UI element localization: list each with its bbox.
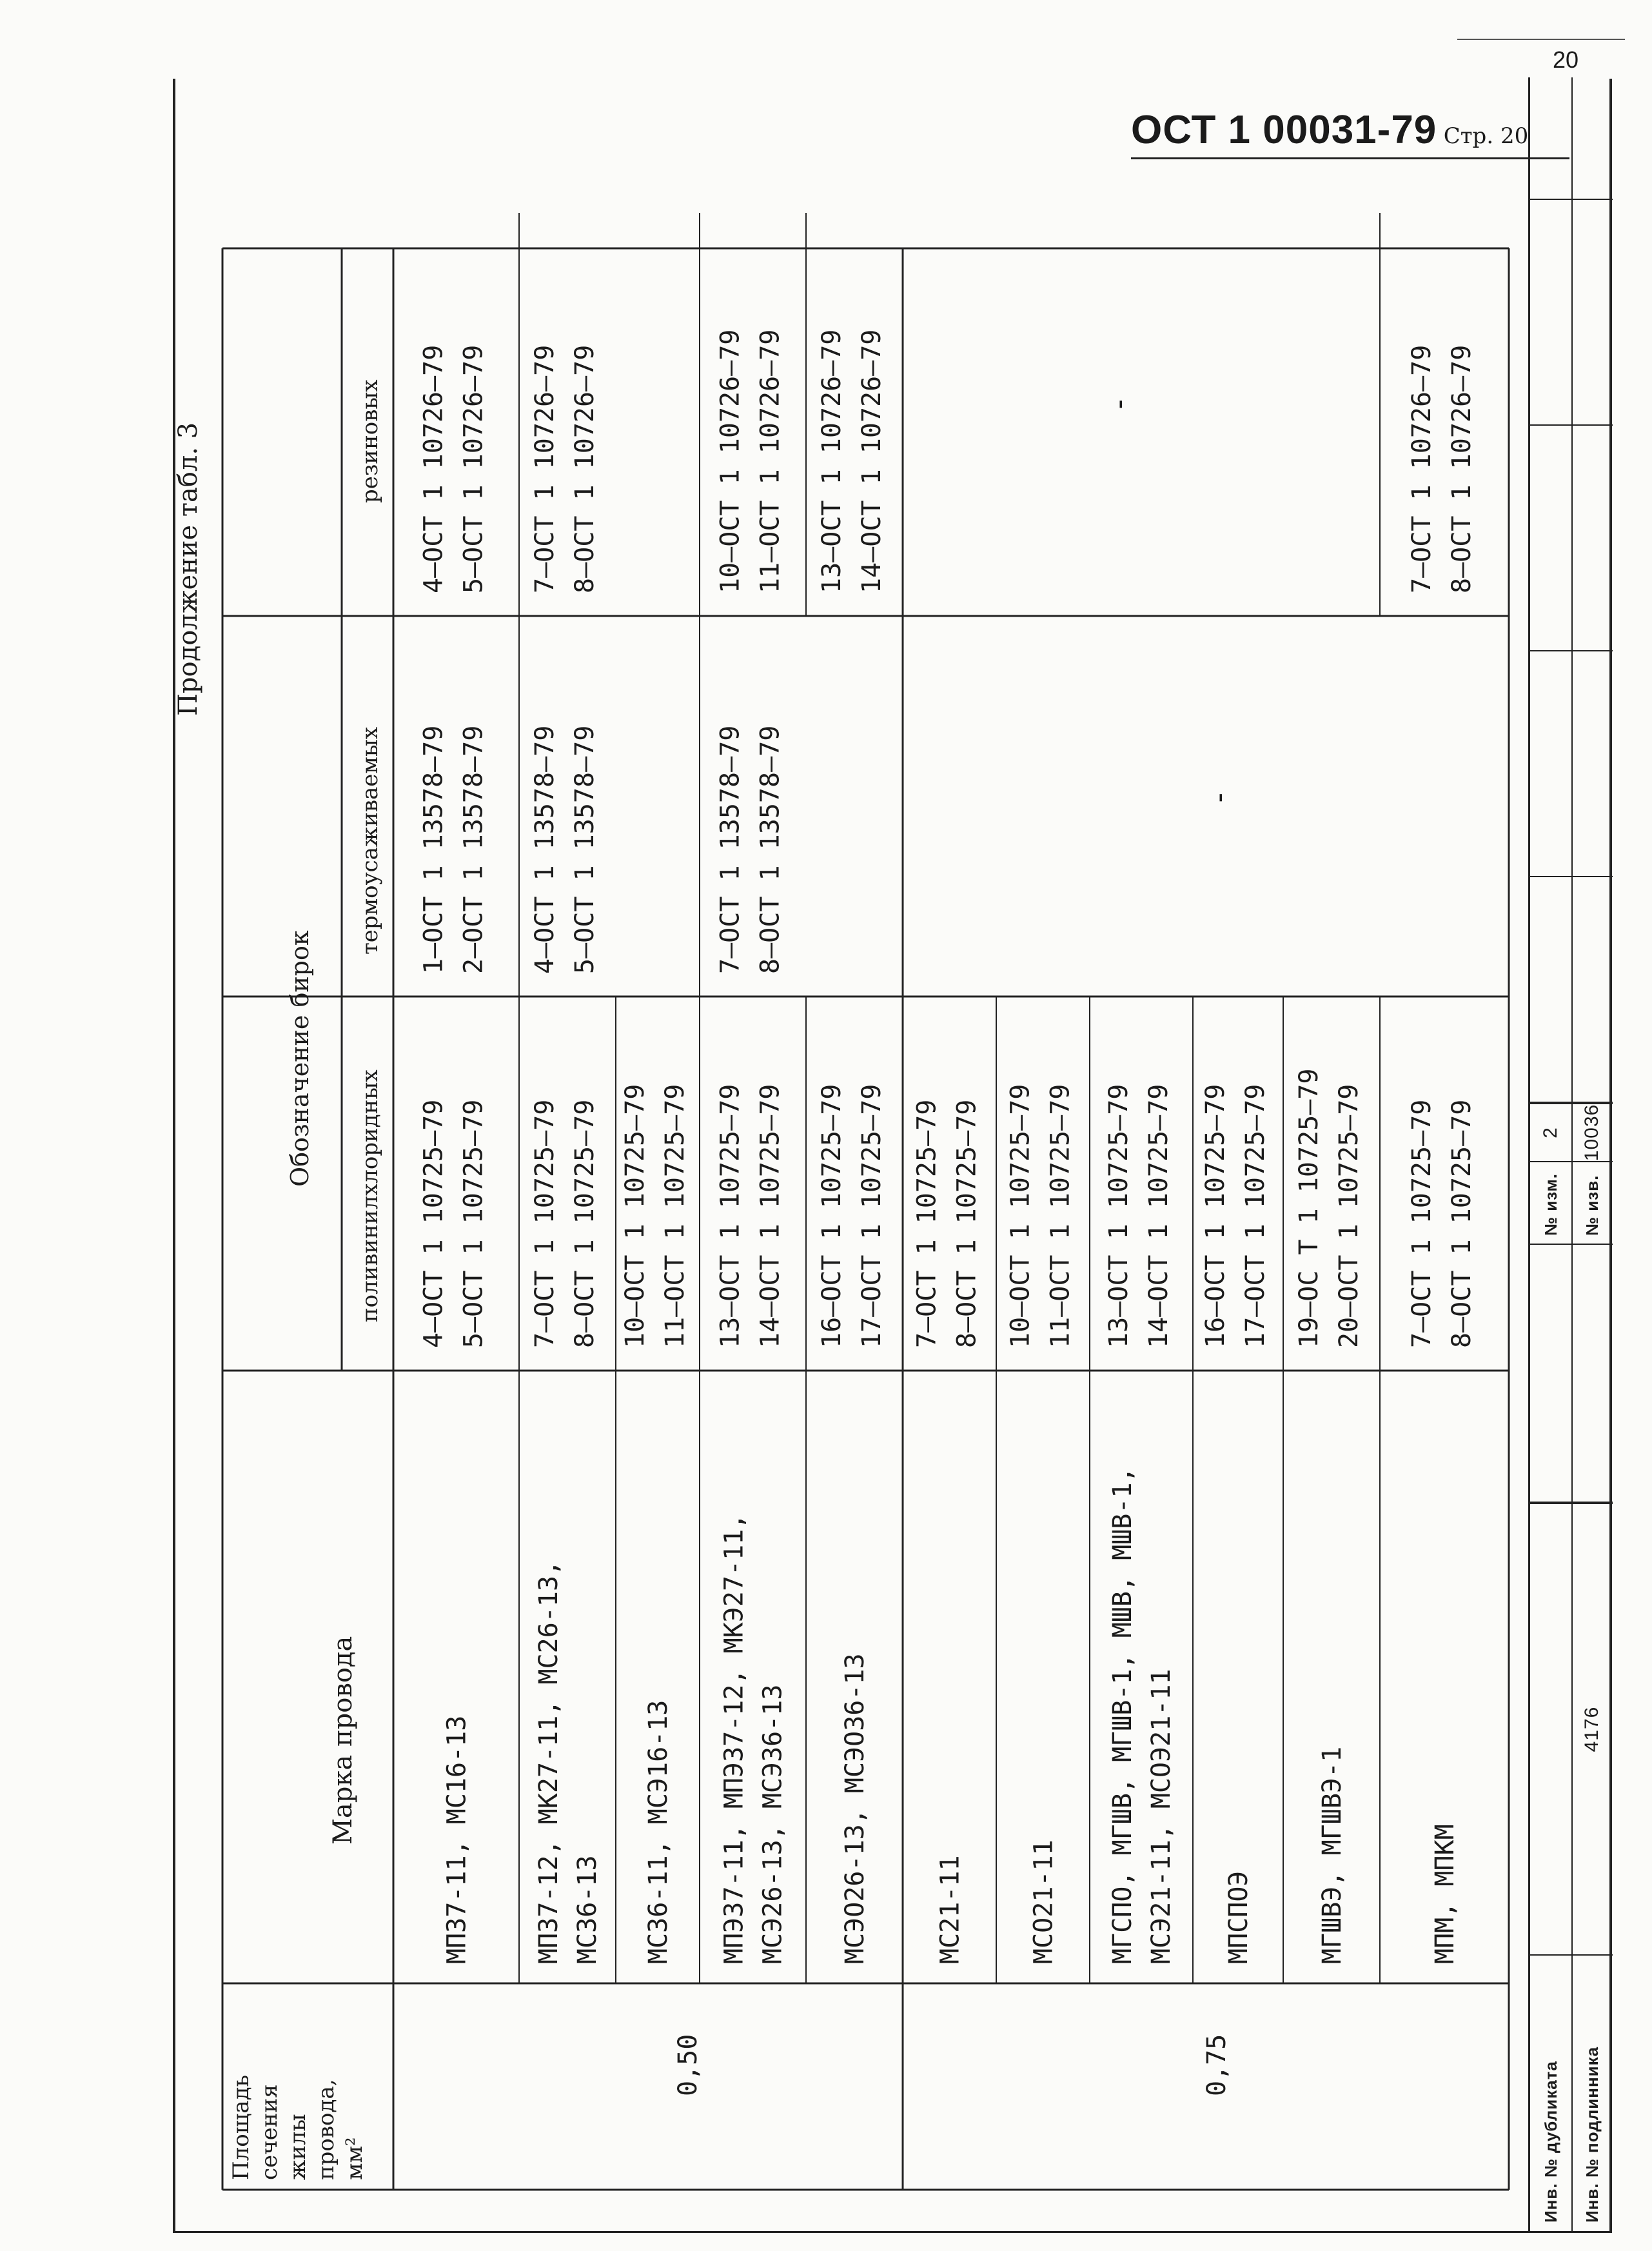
header-area-line: провода, (313, 2079, 339, 2180)
rubber-tag: 14–ОСТ 1 10726–79 (857, 329, 887, 593)
notice-no-label: № изв. (1571, 1161, 1613, 1245)
rubber-tag: 7–ОСТ 1 10726–79 (530, 344, 560, 593)
pvc-tag: 8–ОСТ 1 10725–79 (1447, 1099, 1477, 1348)
header-area-line: мм² (342, 2137, 368, 2180)
heat-dash: - (1203, 789, 1235, 806)
brand-text: МП37-11, МС16-13 (442, 1715, 472, 1964)
pvc-tag: 11–ОСТ 1 10725–79 (1045, 1084, 1076, 1348)
brand-text: МП37-12, МК27-11, МС26-13, (534, 1560, 564, 1964)
pvc-tag: 4–ОСТ 1 10725–79 (418, 1099, 449, 1348)
rubber-tag: 8–ОСТ 1 10726–79 (1447, 344, 1477, 593)
header-heat: термоусаживаемых (357, 726, 383, 955)
change-no-value: 2 (1530, 1103, 1571, 1161)
brand-text: МПМ, МПКМ (1430, 1824, 1460, 1964)
change-no-label: № изм. (1530, 1161, 1571, 1245)
brand-text: МСЭ21-11, МСОЭ21-11 (1146, 1669, 1176, 1964)
header-pvc: поливинилхлоридных (357, 1069, 383, 1322)
brand-text: МС36-11, МСЭ16-13 (644, 1700, 673, 1964)
rubber-tag: 13–ОСТ 1 10726–79 (817, 329, 847, 593)
brand-text: МПЭ37-11, МПЭ37-12, МКЭ27-11, (719, 1513, 749, 1964)
rubber-tag: 10–ОСТ 1 10726–79 (715, 329, 745, 593)
rubber-tag: 4–ОСТ 1 10726–79 (418, 344, 449, 593)
pvc-tag: 16–ОСТ 1 10725–79 (1201, 1084, 1230, 1348)
heat-tag: 4–ОСТ 1 13578–79 (530, 725, 560, 974)
pvc-tag: 7–ОСТ 1 10725–79 (912, 1099, 942, 1348)
heat-tag: 7–ОСТ 1 13578–79 (715, 725, 745, 974)
pvc-tag: 7–ОСТ 1 10725–79 (1407, 1099, 1437, 1348)
header-tags: Обозначение бирок (286, 930, 314, 1187)
area-075: 0,75 (1202, 2034, 1232, 2096)
heat-tag: 2–ОСТ 1 13578–79 (458, 725, 489, 974)
header-rubber: резиновых (357, 379, 383, 503)
header-brand: Марка провода (328, 1636, 358, 1845)
pvc-tag: 19–ОС Т 1 10725–79 (1294, 1068, 1324, 1348)
pvc-tag: 5–ОСТ 1 10725–79 (458, 1099, 489, 1348)
rubber-tag: 11–ОСТ 1 10726–79 (755, 329, 785, 593)
header-area-line: Площадь (228, 2074, 254, 2180)
heat-tag: 1–ОСТ 1 13578–79 (418, 725, 449, 974)
brand-text: МС36-13 (573, 1855, 602, 1964)
brand-text: МС21-11 (935, 1855, 965, 1964)
pvc-tag: 7–ОСТ 1 10725–79 (530, 1099, 560, 1348)
pvc-tag: 20–ОСТ 1 10725–79 (1334, 1084, 1364, 1348)
area-050: 0,50 (673, 2034, 703, 2096)
brand-text: МГСПО, МГШВ, МГШВ-1, МШВ, МШВ-1, (1108, 1467, 1137, 1964)
page-label: Стр. 20 (1443, 123, 1529, 149)
rubber-dash: - (1103, 395, 1136, 413)
inv-dup-label: Инв. № дубликата (1530, 1954, 1571, 2232)
notice-no-value: 10036 (1571, 1103, 1613, 1161)
brand-text: МСЭ26-13, МСЭ36-13 (758, 1684, 788, 1964)
doc-code: ОСТ 1 00031-79 (1131, 108, 1437, 152)
pvc-tag: 17–ОСТ 1 10725–79 (1241, 1084, 1270, 1348)
pvc-tag: 16–ОСТ 1 10725–79 (817, 1084, 847, 1348)
heat-tag: 8–ОСТ 1 13578–79 (755, 725, 785, 974)
brand-text: МГШВЭ, МГШВЭ-1 (1317, 1746, 1347, 1964)
pvc-tag: 13–ОСТ 1 10725–79 (1104, 1084, 1134, 1348)
pvc-tag: 11–ОСТ 1 10725–79 (660, 1084, 690, 1348)
inv-orig-label: Инв. № подлинника (1571, 1954, 1613, 2232)
header-area-line: сечения (257, 2084, 282, 2180)
brand-text: МСЭО26-13, МСЭО36-13 (840, 1653, 870, 1964)
pvc-tag: 14–ОСТ 1 10725–79 (1144, 1084, 1174, 1348)
page-number: 20 (1553, 46, 1579, 73)
brand-text: МПСПОЭ (1224, 1870, 1254, 1964)
rubber-tag: 5–ОСТ 1 10726–79 (458, 344, 489, 593)
brand-text: МСО21-11 (1028, 1839, 1059, 1964)
pvc-tag: 10–ОСТ 1 10725–79 (1005, 1084, 1036, 1348)
pvc-tag: 13–ОСТ 1 10725–79 (715, 1084, 745, 1348)
pvc-tag: 8–ОСТ 1 10725–79 (570, 1099, 600, 1348)
rubber-tag: 7–ОСТ 1 10726–79 (1407, 344, 1437, 593)
continuation-text: Продолжение табл. 3 (173, 422, 203, 716)
header-area-line: жилы (285, 2114, 311, 2180)
heat-tag: 5–ОСТ 1 13578–79 (570, 725, 600, 974)
rubber-tag: 8–ОСТ 1 10726–79 (570, 344, 600, 593)
inv-orig-value: 4176 (1571, 1503, 1613, 1954)
pvc-tag: 17–ОСТ 1 10725–79 (857, 1084, 887, 1348)
pvc-tag: 14–ОСТ 1 10725–79 (755, 1084, 785, 1348)
pvc-tag: 10–ОСТ 1 10725–79 (620, 1084, 650, 1348)
pvc-tag: 8–ОСТ 1 10725–79 (952, 1099, 982, 1348)
